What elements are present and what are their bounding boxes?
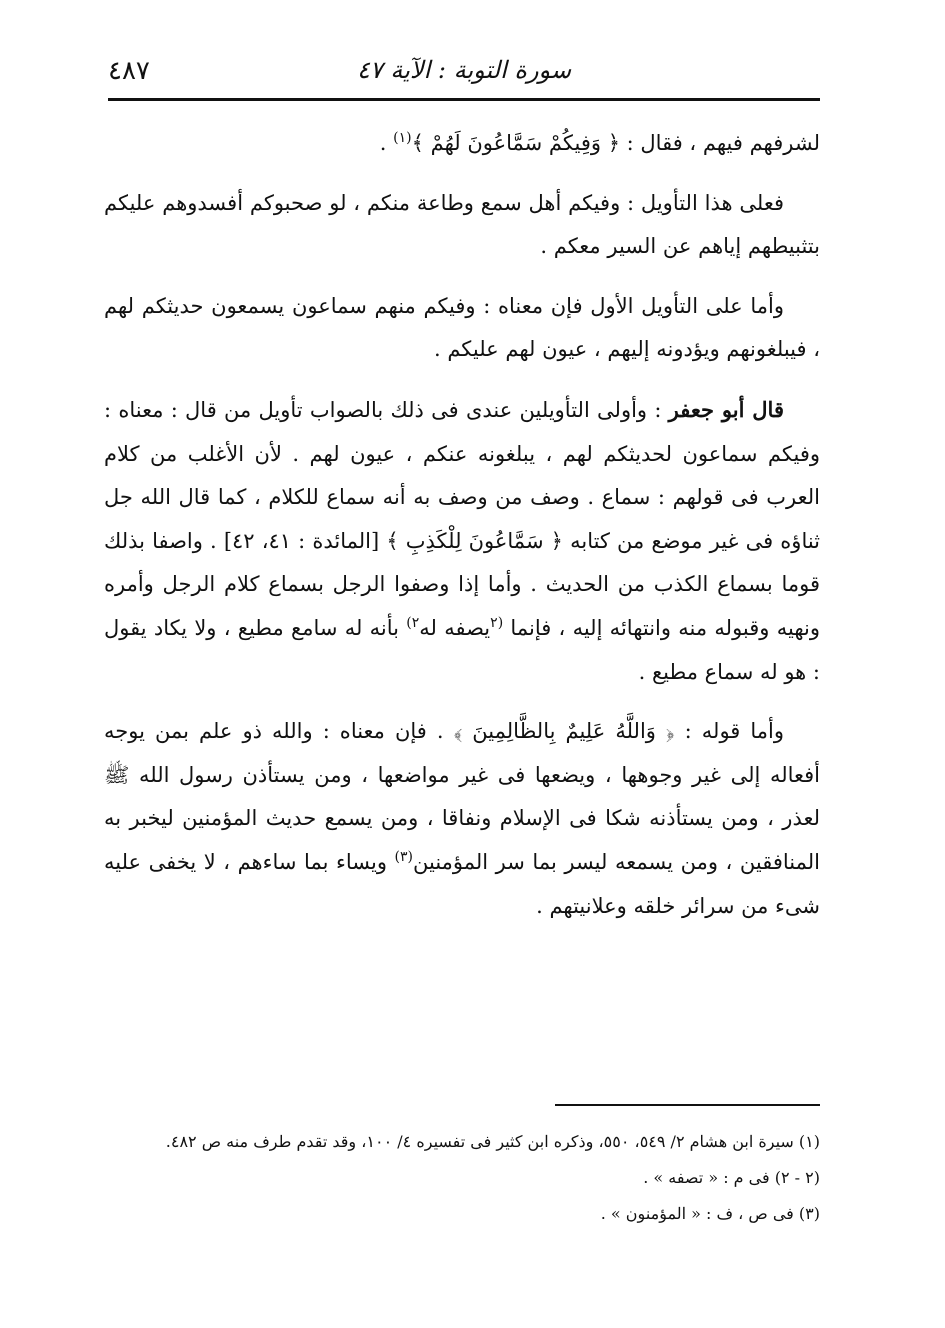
paragraph-2: فعلى هذا التأويل : وفيكم أهل سمع وطاعة منكم ، لو صحبوكم أفسدوهم عليكم بتثبيطهم إياهم عن السير معكم . — [104, 190, 820, 259]
header-rule — [108, 98, 820, 101]
paragraph-1 — [104, 122, 820, 166]
verse-reference: [المائدة : ٤١، ٤٢] . — [202, 528, 387, 553]
quran-verse: ﴿ وَفِيكُمْ سَمَّاعُونَ لَهُمْ ﴾ — [411, 131, 620, 155]
paragraph-4-text-a: : وأولى التأويلين عندى فى ذلك بالصواب تأويل من قال : معناه : وفيكم سماعون لحديثكم لهم ، يبلغونه عنكم ، عيون لهم . لأن الأغلب من كلام العرب فى قولهم : سماع . وصف من وصف به أنه سماع للكلام ، كما قال الله جل ثناؤه فى غير موضع من كتابه — [104, 397, 821, 553]
footnote-1: (١) سيرة ابن هشام ٢/ ٥٤٩، ٥٥٠، وذكره ابن كثير فى تفسيره ٤/ ١٠٠، وقد تقدم طرف منه ص ٤٨٢. — [165, 1132, 820, 1151]
footnote-mark: (٣) — [394, 848, 413, 865]
footnote-rule — [555, 1104, 820, 1106]
running-head: سورة التوبة : الآية ٤٧ — [356, 56, 572, 84]
paragraph-5-text-a: وأما قوله : — [674, 719, 784, 744]
footnote-2: (٢ - ٢) فى م : « تصفه » . — [643, 1168, 820, 1187]
page-number: ٤٨٧ — [108, 56, 150, 86]
paragraph-5 — [104, 710, 820, 928]
speaker-label: قال أبو جعفر — [668, 396, 784, 422]
paragraph-1-tail: . — [379, 131, 394, 155]
footnote-3: (٣) فى ص ، ف : « المؤمنون » . — [600, 1204, 820, 1223]
page-header — [108, 52, 820, 92]
footnotes — [108, 1124, 820, 1232]
paragraph-4-text-c: بأنه له سامع مطيع ، ولا يكاد يقول : هو له سماع مطيع . — [104, 615, 820, 684]
paragraph-5-text-b: . فإن معناه : والله ذو علم بمن يوجه أفعاله إلى غير وجوهها ، ويضعها فى غير مواضعها ، ومن يستأذن رسول الله ﷺ لعذر ، ومن يستأذنه شكا فى الإسلام ونفاقا ، ومن يسمع حديث المؤمنين ليخبر به المنافقين ، ومن يسمعه ليسر بما سر المؤمنين — [104, 719, 820, 874]
quran-verse: ﴿ وَاللَّهُ عَلِيمٌ بِالظَّالِمِينَ ﴾ — [453, 719, 675, 744]
paragraph-3: وأما على التأويل الأول فإن معناه : وفيكم منهم سماعون يسمعون حديثكم لهم ، فيبلغونهم ويؤدونه إليهم ، عيون لهم عليكم . — [104, 293, 820, 362]
paragraph-4-text-b: واصفا بذلك قوما بسماع الكذب من الحديث . وأما إذا وصفوا الرجل بسماع كلام الرجل وأمره ونهيه وقبوله منه وانتهائه إليه ، فإنما — [104, 528, 820, 640]
footnote-mark: (١) — [393, 130, 412, 146]
paragraph-4-mid: يصفه له — [419, 615, 491, 640]
main-text — [104, 122, 820, 944]
paragraph-4 — [104, 388, 820, 694]
footnote-mark: (٢ — [490, 614, 504, 631]
quran-verse: ﴿ سَمَّاعُونَ لِلْكَذِبِ ﴾ — [386, 528, 563, 553]
paragraph-5-text-c: ويساء بما ساءهم ، لا يخفى عليه شىء من سرائر خلقه وعلانيتهم . — [104, 849, 820, 918]
paragraph-1-text: لشرفهم فيهم ، فقال : — [620, 131, 820, 155]
footnote-mark: ٢) — [406, 614, 420, 631]
